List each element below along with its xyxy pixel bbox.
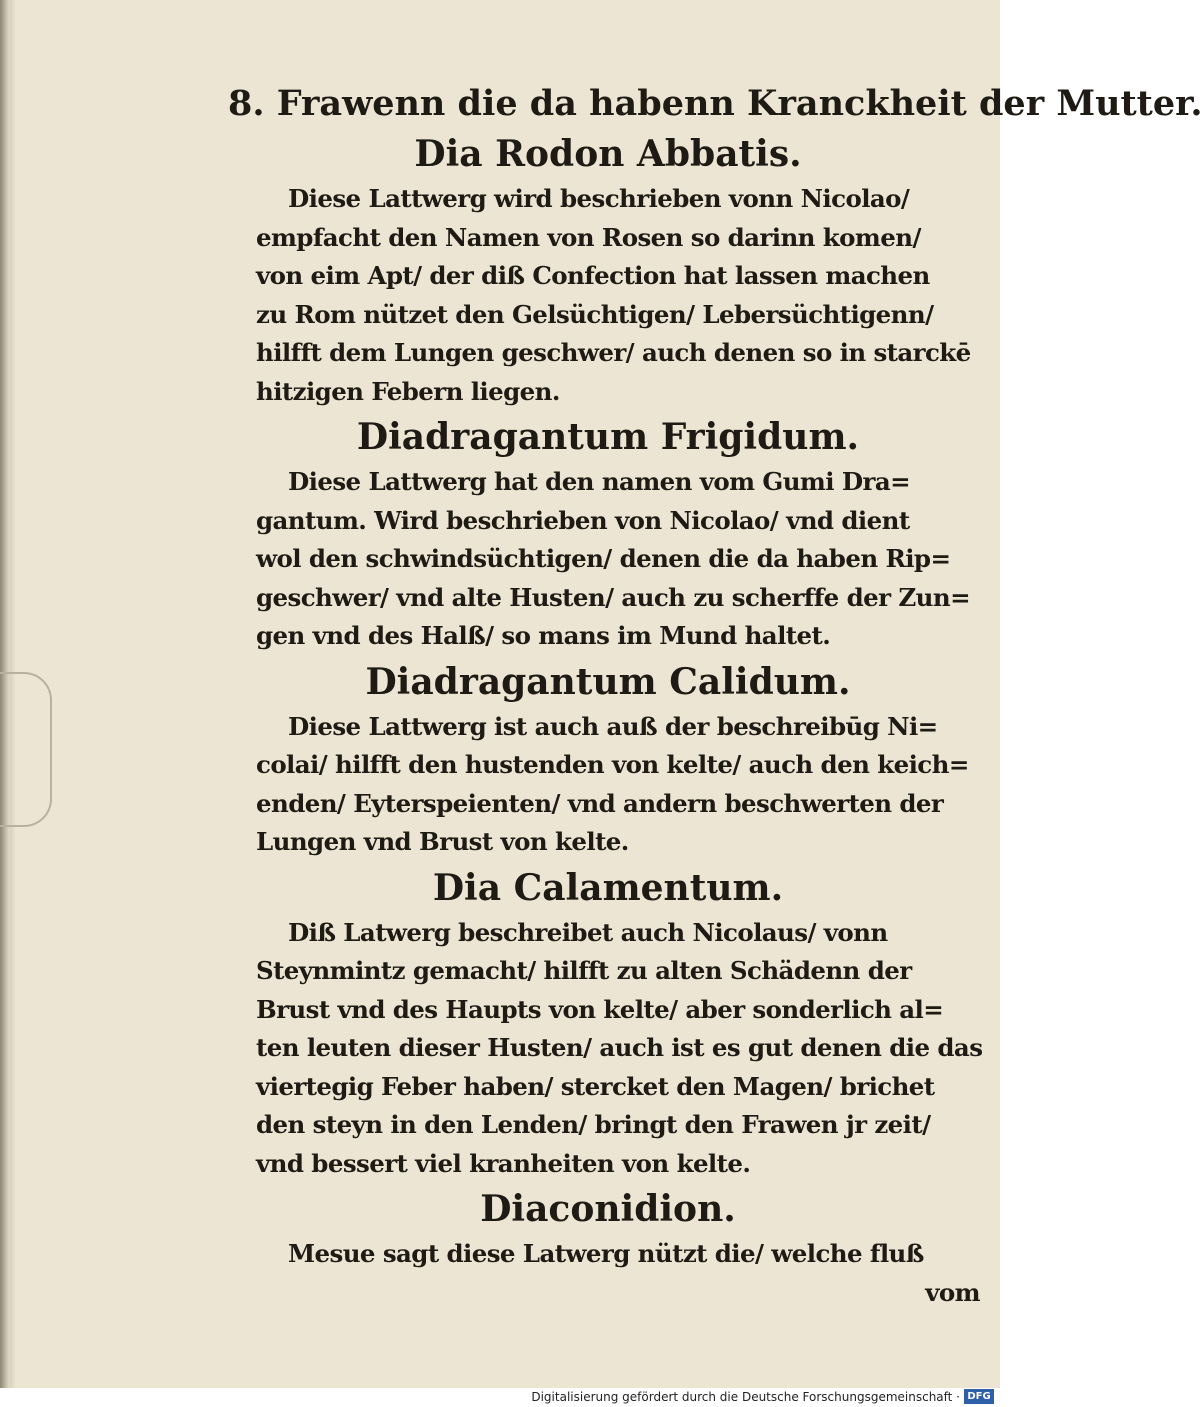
text-line: viertegig Feber haben/ stercket den Magen/ brichet [256,1071,935,1101]
text-line: hilfft dem Lungen geschwer/ auch denen so in starckē [256,338,971,367]
text-line: empfacht den Namen von Rosen so darinn komen/ [256,222,921,252]
text-line: Diese Lattwerg hat den namen vom Gumi Dra= [288,467,911,496]
text-line: hitzigen Febern liegen. [256,376,560,406]
text-line: ten leuten dieser Husten/ auch ist es gut denen die das [256,1033,983,1062]
text-line: Steynmintz gemacht/ hilfft zu alten Schädenn der [256,956,912,985]
section-heading: Diadragantum Frigidum. [356,416,860,458]
text-line: Diß Latwerg beschreibet auch Nicolaus/ vonn [288,917,888,947]
section-heading: Dia Rodon Abbatis. [414,133,802,175]
text-line: zu Rom nützet den Gelsüchtigen/ Lebersüchtigenn/ [256,299,934,329]
text-line: wol den schwindsüchtigen/ denen die da haben Rip= [256,544,951,573]
text-line: den steyn in den Lenden/ bringt den Frawen jr zeit/ [256,1110,931,1139]
text-line: Mesue sagt diese Latwerg nützt die/ welche fluß [288,1239,924,1268]
text-line: Lungen vnd Brust von kelte. [256,827,629,856]
page-clip-outline [0,672,52,827]
text-line: gantum. Wird beschrieben von Nicolao/ vnd dient [256,505,910,535]
text-line: gen vnd des Halß/ so mans im Mund haltet. [256,621,831,650]
text-line: vnd bessert viel kranheiten von kelte. [256,1148,751,1178]
section-heading: Dia Calamentum. [432,866,784,909]
text-block [228,80,1203,1312]
section-diadragantum-calidum [228,656,988,862]
text-line: Diese Lattwerg wird beschrieben vonn Nicolao/ [288,184,910,213]
digitization-footer [0,1388,1000,1407]
text-line: geschwer/ vnd alte Husten/ auch zu scherffe der Zun= [256,582,970,612]
text-line: colai/ hilfft den hustenden von kelte/ auch den keich= [256,750,969,779]
catchword: vom [925,1277,980,1307]
running-head: 8. Frawenn die da habenn Kranckheit der Mutter. [228,83,1203,124]
section-dia-calamentum [228,862,988,1184]
section-dia-rodon [228,128,988,411]
text-line: von eim Apt/ der diß Confection hat lassen machen [256,261,930,290]
section-heading: Diadragantum Calidum. [365,660,851,703]
section-diaconidion [228,1183,988,1274]
section-diadragantum-frigidum [228,411,988,656]
text-line: enden/ Eyterspeienten/ vnd andern beschwerten der [256,788,944,818]
funding-credit: Digitalisierung gefördert durch die Deutsche Forschungsgemeinschaft · [531,1390,960,1404]
section-heading: Diaconidion. [480,1188,736,1230]
dfg-logo-icon: DFG [964,1389,994,1404]
text-line: Brust vnd des Haupts von kelte/ aber sonderlich al= [256,994,944,1024]
text-line: Diese Lattwerg ist auch auß der beschreibūg Ni= [288,711,938,741]
